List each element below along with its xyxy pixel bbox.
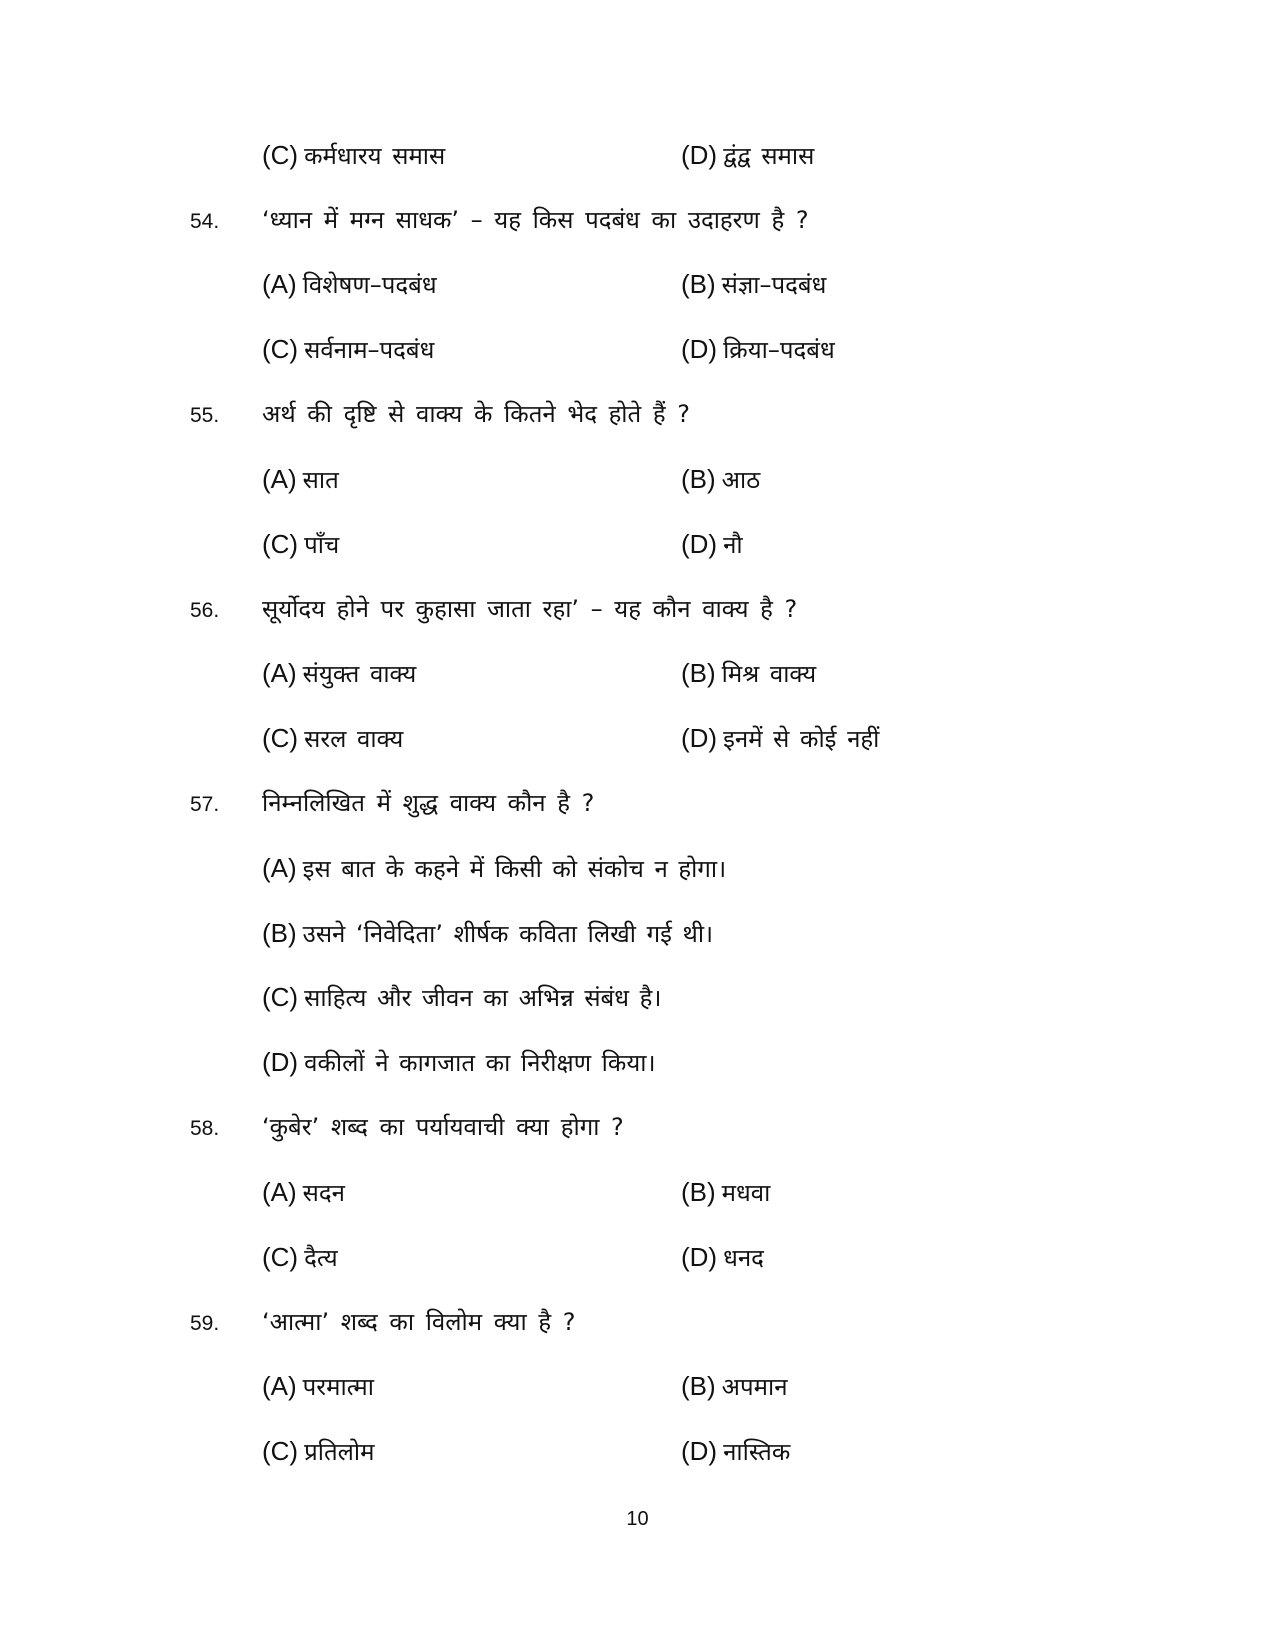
option-text: सदन [302,1179,345,1207]
option-a [262,459,339,500]
option-b [681,1172,770,1213]
option-row [0,1366,1275,1406]
option-label: (C) [262,982,299,1012]
option-label: (D) [681,529,718,559]
question-row [0,200,1275,240]
option-d [681,329,835,370]
question-text: निम्नलिखित में शुद्ध वाक्य कौन है ? [262,789,595,817]
page-number: 10 [626,1508,649,1530]
option-text: वकीलों ने कागजात का निरीक्षण किया। [304,1049,656,1077]
question-text: ‘कुबेर’ शब्द का पर्यायवाची क्या होगा ? [262,1113,624,1141]
question-number: 54. [190,210,220,233]
question-number: 55. [190,404,220,427]
option-text: इस बात के कहने में किसी को संकोच न होगा। [302,855,727,883]
option-label: (D) [262,1047,299,1077]
option-row [0,1172,1275,1212]
option-text: इनमें से कोई नहीं [723,725,880,753]
option-row [0,913,1275,953]
option-label: (A) [262,1177,297,1207]
option-text: सात [302,466,339,494]
option-row [0,1237,1275,1277]
option-d [681,718,879,759]
option-text: साहित्य और जीवन का अभिन्न संबंध है। [304,984,662,1012]
option-text: द्वंद्व समास [723,142,815,170]
option-label: (C) [262,723,299,753]
option-row [0,524,1275,564]
option-c [262,329,434,370]
option-text: सरल वाक्य [304,725,404,753]
question-row [0,783,1275,823]
option-row [0,977,1275,1017]
option-label: (D) [681,723,718,753]
question-text: सूर्योदय होने पर कुहासा जाता रहा’ – यह कौन वाक्य है ? [262,595,798,623]
option-c [262,1431,375,1472]
option-b [681,653,816,694]
option-row [0,264,1275,304]
option-a [262,1366,374,1407]
question-row [0,1302,1275,1342]
option-label: (B) [681,464,716,494]
option-c [262,524,339,565]
option-text: मधवा [721,1179,771,1207]
option-b [681,264,826,305]
option-text: संज्ञा–पदबंध [721,271,827,299]
option-label: (B) [262,918,297,948]
option-d [681,135,814,176]
option-text: दैत्य [304,1244,338,1272]
option-text: धनद [723,1244,764,1272]
option-label: (C) [262,140,299,170]
option-text: उसने ‘निवेदिता’ शीर्षक कविता लिखी गई थी। [302,920,714,948]
option-text: क्रिया–पदबंध [723,336,835,364]
question-number: 56. [190,599,220,622]
option-label: (A) [262,464,297,494]
question-text: ‘आत्मा’ शब्द का विलोम क्या है ? [262,1308,576,1336]
option-c [262,1237,338,1278]
option-label: (B) [681,1371,716,1401]
option-label: (C) [262,529,299,559]
option-row [0,653,1275,693]
option-row [0,1042,1275,1082]
option-text: पाँच [304,531,340,559]
option-label: (A) [262,658,297,688]
question-row [0,394,1275,434]
option-text: नास्तिक [723,1438,791,1466]
option-text: अपमान [721,1373,788,1401]
option-label: (D) [681,140,718,170]
option-row [0,718,1275,758]
option-a [262,264,437,305]
option-row [0,459,1275,499]
question-text: ‘ध्यान में मग्न साधक’ – यह किस पदबंध का उदाहरण है ? [262,206,809,234]
option-label: (C) [262,1436,299,1466]
option-text: संयुक्त वाक्य [302,660,417,688]
option-a [262,653,416,694]
option-a [262,1172,345,1213]
option-text: प्रतिलोम [304,1438,375,1466]
option-c [262,135,445,176]
question-number: 57. [190,793,220,816]
option-label: (D) [681,1436,718,1466]
option-row [0,848,1275,888]
option-d [681,524,743,565]
option-label: (D) [681,1242,718,1272]
option-label: (D) [681,334,718,364]
option-d [681,1431,790,1472]
option-text: नौ [723,531,743,559]
option-label: (A) [262,269,297,299]
option-c [262,977,661,1018]
option-text: कर्मधारय समास [304,142,446,170]
question-number: 58. [190,1117,220,1140]
option-d [681,1237,764,1278]
option-label: (C) [262,334,299,364]
option-label: (A) [262,1371,297,1401]
option-text: परमात्मा [302,1373,374,1401]
option-text: विशेषण–पदबंध [302,271,437,299]
option-row [0,329,1275,369]
option-b [681,459,760,500]
question-text: अर्थ की दृष्टि से वाक्य के कितने भेद होते हैं ? [262,400,690,428]
option-row [0,1431,1275,1471]
option-text: मिश्र वाक्य [721,660,817,688]
option-row [0,135,1275,175]
option-label: (A) [262,853,297,883]
option-b [262,913,713,954]
option-label: (C) [262,1242,299,1272]
option-b [681,1366,788,1407]
option-c [262,718,403,759]
question-number: 59. [190,1312,220,1335]
option-label: (B) [681,269,716,299]
option-a [262,848,726,889]
option-text: सर्वनाम–पदबंध [304,336,435,364]
question-row [0,589,1275,629]
option-label: (B) [681,1177,716,1207]
option-d [262,1042,656,1083]
option-text: आठ [721,466,761,494]
question-row [0,1107,1275,1147]
option-label: (B) [681,658,716,688]
